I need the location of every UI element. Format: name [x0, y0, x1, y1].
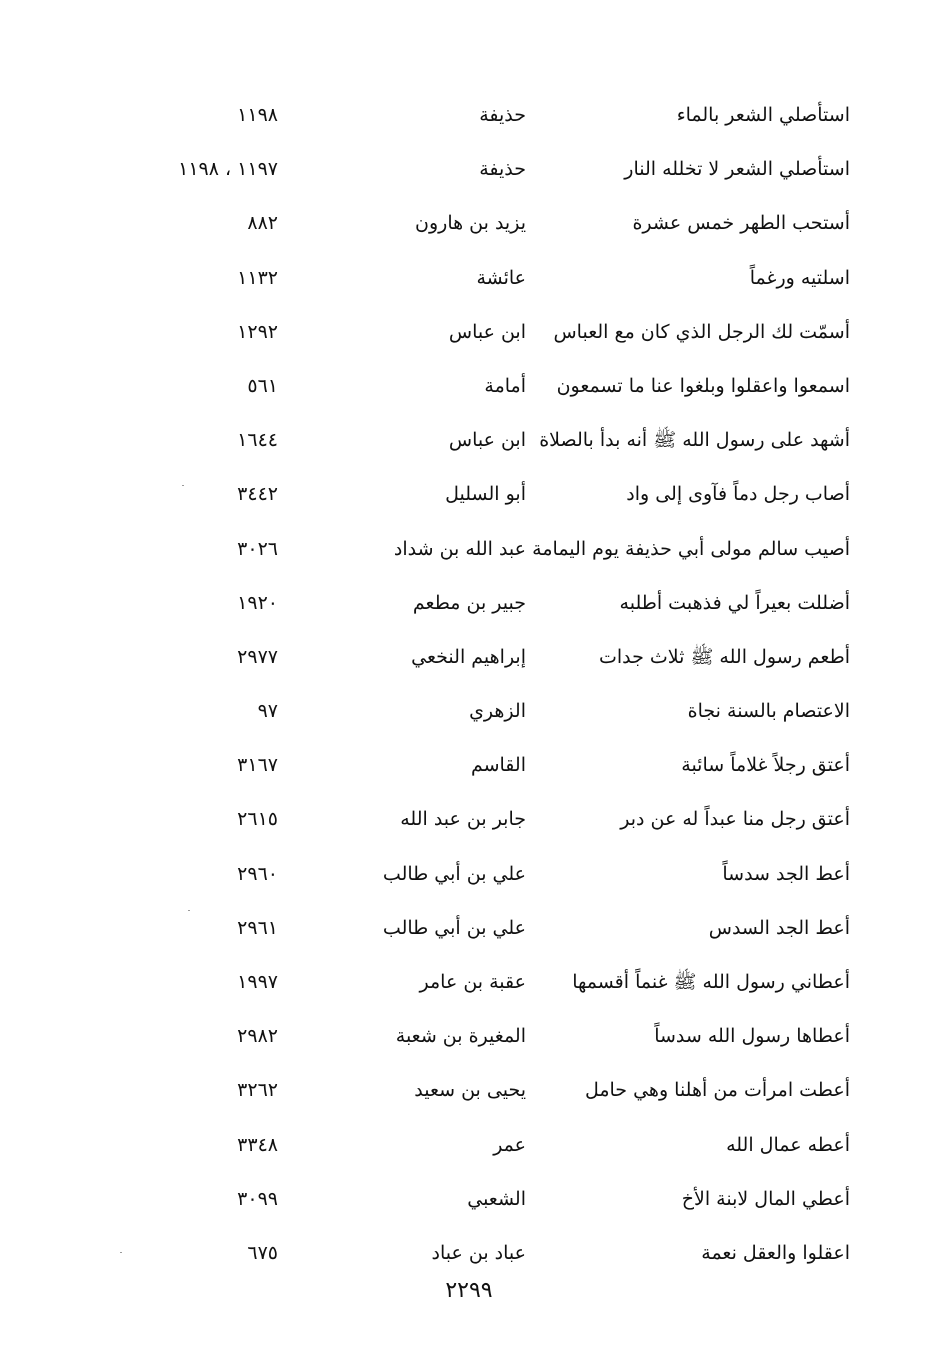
hadith-number: ٥٦١ [247, 374, 278, 397]
index-row [0, 305, 938, 359]
narrator-name: القاسم [470, 754, 526, 777]
hadith-text: أعتق رجلاً غلاماً سائبة [681, 754, 850, 777]
narrator-name: الشعبي [467, 1187, 526, 1210]
index-row [0, 88, 938, 142]
narrator-name: يزيد بن هارون [415, 212, 526, 235]
index-row [0, 901, 938, 955]
index-row [0, 1063, 938, 1117]
hadith-number: ١٩٩٧ [237, 971, 278, 993]
hadith-text: أضللت بعيراً لي فذهبت أطلبه [619, 591, 850, 614]
hadith-number: ٢٩٧٧ [237, 645, 278, 668]
narrator-name: عمر [493, 1133, 526, 1156]
index-row [0, 522, 938, 576]
hadith-text: أشهد على رسول الله ﷺ أنه بدأ بالصلاة [539, 429, 850, 452]
narrator-name: عقبة بن عامر [419, 971, 526, 993]
hadith-text: أعط الجد السدس [708, 916, 850, 939]
narrator-name: عائشة [476, 266, 526, 289]
hadith-number: ٣٠٩٩ [237, 1187, 278, 1210]
hadith-text: أعتق رجل منا عبداً له عن دبر [620, 808, 850, 831]
hadith-number: ٨٨٢ [247, 212, 278, 235]
margin-speck [188, 910, 190, 911]
hadith-number: ٩٧ [257, 700, 278, 723]
index-row [0, 196, 938, 250]
hadith-number: ٣٣٤٨ [237, 1133, 278, 1156]
index-row [0, 1172, 938, 1226]
index-row [0, 738, 938, 792]
index-row [0, 251, 938, 305]
hadith-number: ١١٣٢ [237, 266, 278, 289]
narrator-name: يحيى بن سعيد [414, 1079, 526, 1102]
hadith-text: أعطي المال لابنة الأخ [681, 1187, 850, 1210]
index-row [0, 847, 938, 901]
index-row [0, 359, 938, 413]
narrator-name: علي بن أبي طالب [382, 916, 526, 939]
narrator-name: عباد بن عباد [431, 1241, 526, 1264]
hadith-text: أعطاني رسول الله ﷺ غنماً أقسمها [572, 971, 850, 993]
hadith-number: ٣٢٦٢ [237, 1079, 278, 1102]
index-row [0, 792, 938, 846]
hadith-number: ٢٩٦١ [237, 916, 278, 939]
hadith-text: استأصلي الشعر لا تخلله النار [624, 158, 850, 181]
index-row [0, 684, 938, 738]
index-row [0, 1009, 938, 1063]
narrator-name: الزهري [469, 700, 526, 723]
narrator-name: جابر بن عبد الله [400, 808, 526, 831]
hadith-number: ٣٠٢٦ [237, 537, 278, 560]
narrator-name: أبو السليل [445, 483, 526, 506]
hadith-text: أعطه عمال الله [726, 1133, 850, 1156]
hadith-text: الاعتصام بالسنة نجاة [687, 700, 850, 723]
hadith-text: أعط الجد سدساً [722, 862, 850, 885]
hadith-number: ٣٤٤٢ [237, 483, 278, 506]
narrator-name: عبد الله بن شداد [393, 537, 526, 560]
hadith-number: ٦٧٥ [247, 1241, 278, 1264]
hadith-text: أصيب سالم مولى أبي حذيفة يوم اليمامة [532, 537, 850, 560]
hadith-text: أطعم رسول الله ﷺ ثلاث جدات [598, 645, 850, 668]
hadith-text: اسلتيه ورغماً [749, 266, 850, 289]
narrator-name: حذيفة [479, 104, 526, 126]
hadith-text: أعطاها رسول الله سدساً [654, 1025, 850, 1048]
hadith-number: ٢٩٦٠ [237, 862, 278, 885]
index-row [0, 955, 938, 1009]
index-row [0, 630, 938, 684]
hadith-number: ١٢٩٢ [237, 320, 278, 343]
hadith-text: اسمعوا واعقلوا وبلغوا عنا ما تسمعون [556, 374, 850, 397]
narrator-name: أمامة [484, 374, 526, 397]
hadith-number: ٢٩٨٢ [237, 1025, 278, 1048]
narrator-name: المغيرة بن شعبة [395, 1025, 526, 1048]
hadith-index-table [0, 88, 938, 1280]
narrator-name: علي بن أبي طالب [382, 862, 526, 885]
hadith-number: ١٦٤٤ [237, 429, 278, 452]
hadith-number: ٣١٦٧ [237, 754, 278, 777]
hadith-text: أستحب الطهر خمس عشرة [632, 212, 850, 235]
index-row [0, 576, 938, 630]
index-row [0, 1118, 938, 1172]
hadith-text: أصاب رجل دماً فآوى إلى واد [626, 483, 850, 506]
narrator-name: حذيفة [479, 158, 526, 181]
index-row [0, 413, 938, 467]
hadith-text: اعقلوا والعقل نعمة [701, 1241, 850, 1264]
hadith-number: ١١٩٧ ، ١١٩٨ [178, 158, 278, 181]
index-row [0, 467, 938, 521]
hadith-number: ٢٦١٥ [237, 808, 278, 831]
hadith-text: أعطت امرأت من أهلنا وهي حامل [584, 1079, 850, 1102]
index-row [0, 142, 938, 196]
index-row [0, 1226, 938, 1280]
narrator-name: ابن عباس [448, 320, 526, 343]
margin-speck [120, 1252, 122, 1253]
hadith-number: ١٩٢٠ [237, 591, 278, 614]
margin-speck [182, 485, 184, 486]
hadith-number: ١١٩٨ [237, 104, 278, 126]
narrator-name: إبراهيم النخعي [411, 645, 526, 668]
narrator-name: جبير بن مطعم [412, 591, 526, 614]
hadith-text: أسمّت لك الرجل الذي كان مع العباس [553, 320, 850, 343]
hadith-text: استأصلي الشعر بالماء [676, 104, 850, 126]
page-number: ٢٢٩٩ [445, 1278, 493, 1303]
narrator-name: ابن عباس [448, 429, 526, 452]
